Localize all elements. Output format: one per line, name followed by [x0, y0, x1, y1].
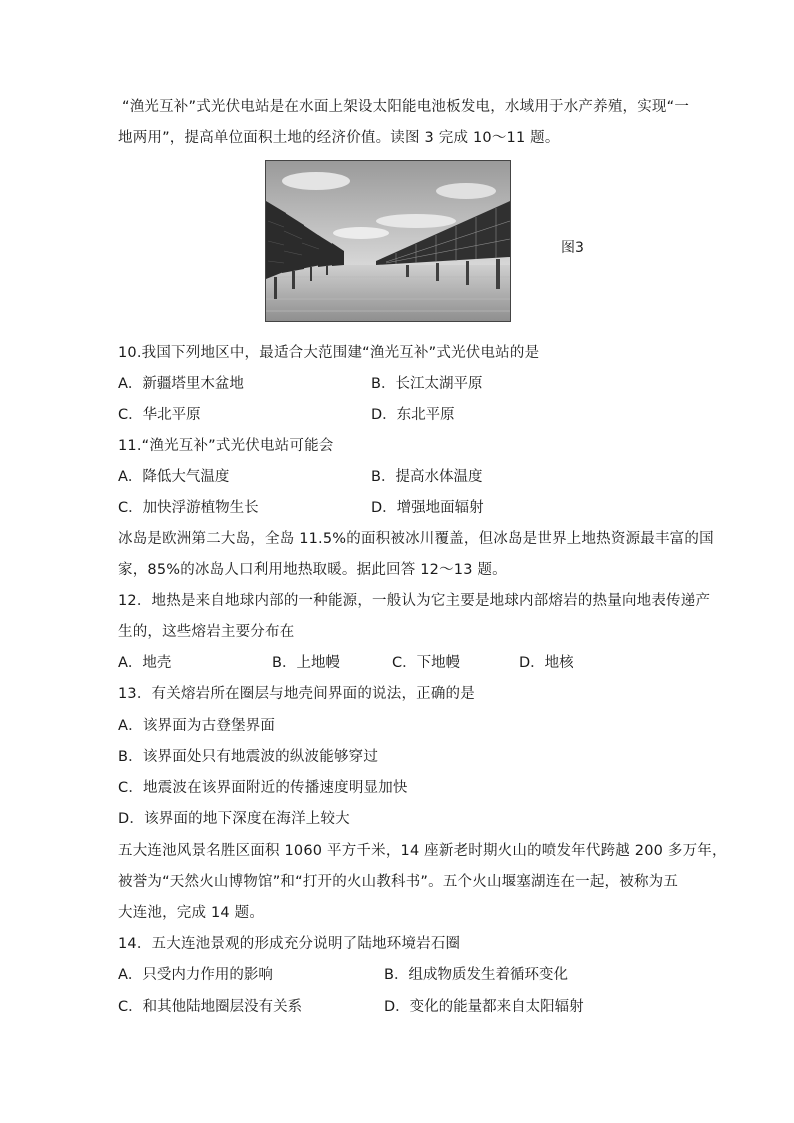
q12-option-b: B．上地幔 [272, 655, 340, 671]
q10-option-d: D．东北平原 [371, 407, 455, 423]
intro3-line2: 被誉为“天然火山博物馆”和“打开的火山教科书”。五个火山堰塞湖连在一起，被称为五 [118, 874, 679, 890]
q13-option-d: D．该界面的地下深度在海洋上较大 [118, 811, 350, 827]
q13-option-a: A．该界面为古登堡界面 [118, 718, 276, 734]
q12-option-d: D．地核 [519, 655, 574, 671]
q12-stem-line1: 12．地热是来自地球内部的一种能源，一般认为它主要是地球内部熔岩的热量向地表传递产 [118, 593, 711, 609]
q14-option-a: A．只受内力作用的影响 [118, 967, 273, 983]
q12-option-a: A．地壳 [118, 655, 172, 671]
q10-option-b: B．长江太湖平原 [371, 376, 483, 392]
q14-option-c: C．和其他陆地圈层没有关系 [118, 999, 303, 1015]
q12-stem-line2: 生的，这些熔岩主要分布在 [118, 624, 295, 640]
solar-panel-photo [265, 160, 511, 322]
q10-option-a: A．新疆塔里木盆地 [118, 376, 244, 392]
q11-option-c: C．加快浮游植物生长 [118, 500, 259, 516]
intro1-line1: “渔光互补”式光伏电站是在水面上架设太阳能电池板发电，水域用于水产养殖，实现“一 [122, 99, 690, 115]
intro3-line1: 五大连池风景名胜区面积 1060 平方千米，14 座新老时期火山的喷发年代跨越 200 多万年， [118, 843, 727, 859]
q12-option-c: C．下地幔 [392, 655, 461, 671]
q11-option-b: B．提高水体温度 [371, 469, 483, 485]
q14-stem: 14．五大连池景观的形成充分说明了陆地环境岩石圈 [118, 936, 461, 952]
q14-option-b: B．组成物质发生着循环变化 [384, 967, 568, 983]
figure-label: 图3 [561, 240, 584, 256]
q13-stem: 13．有关熔岩所在圈层与地壳间界面的说法，正确的是 [118, 686, 475, 702]
intro2-line1: 冰岛是欧洲第二大岛，全岛 11.5%的面积被冰川覆盖，但冰岛是世界上地热资源最丰富的国 [118, 531, 714, 547]
q13-option-b: B．该界面处只有地震波的纵波能够穿过 [118, 749, 379, 765]
q11-option-d: D．增强地面辐射 [371, 500, 484, 516]
q11-stem: 11.“渔光互补”式光伏电站可能会 [118, 438, 334, 454]
q10-option-c: C．华北平原 [118, 407, 201, 423]
intro2-line2: 家，85%的冰岛人口利用地热取暖。据此回答 12～13 题。 [118, 562, 507, 578]
intro1-line2: 地两用”，提高单位面积土地的经济价值。读图 3 完成 10～11 题。 [118, 130, 560, 146]
q13-option-c: C．地震波在该界面附近的传播速度明显加快 [118, 780, 408, 796]
q11-option-a: A．降低大气温度 [118, 469, 230, 485]
q10-stem: 10.我国下列地区中，最适合大范围建“渔光互补”式光伏电站的是 [118, 345, 540, 361]
intro3-line3: 大连池，完成 14 题。 [118, 905, 265, 921]
q14-option-d: D．变化的能量都来自太阳辐射 [384, 999, 584, 1015]
